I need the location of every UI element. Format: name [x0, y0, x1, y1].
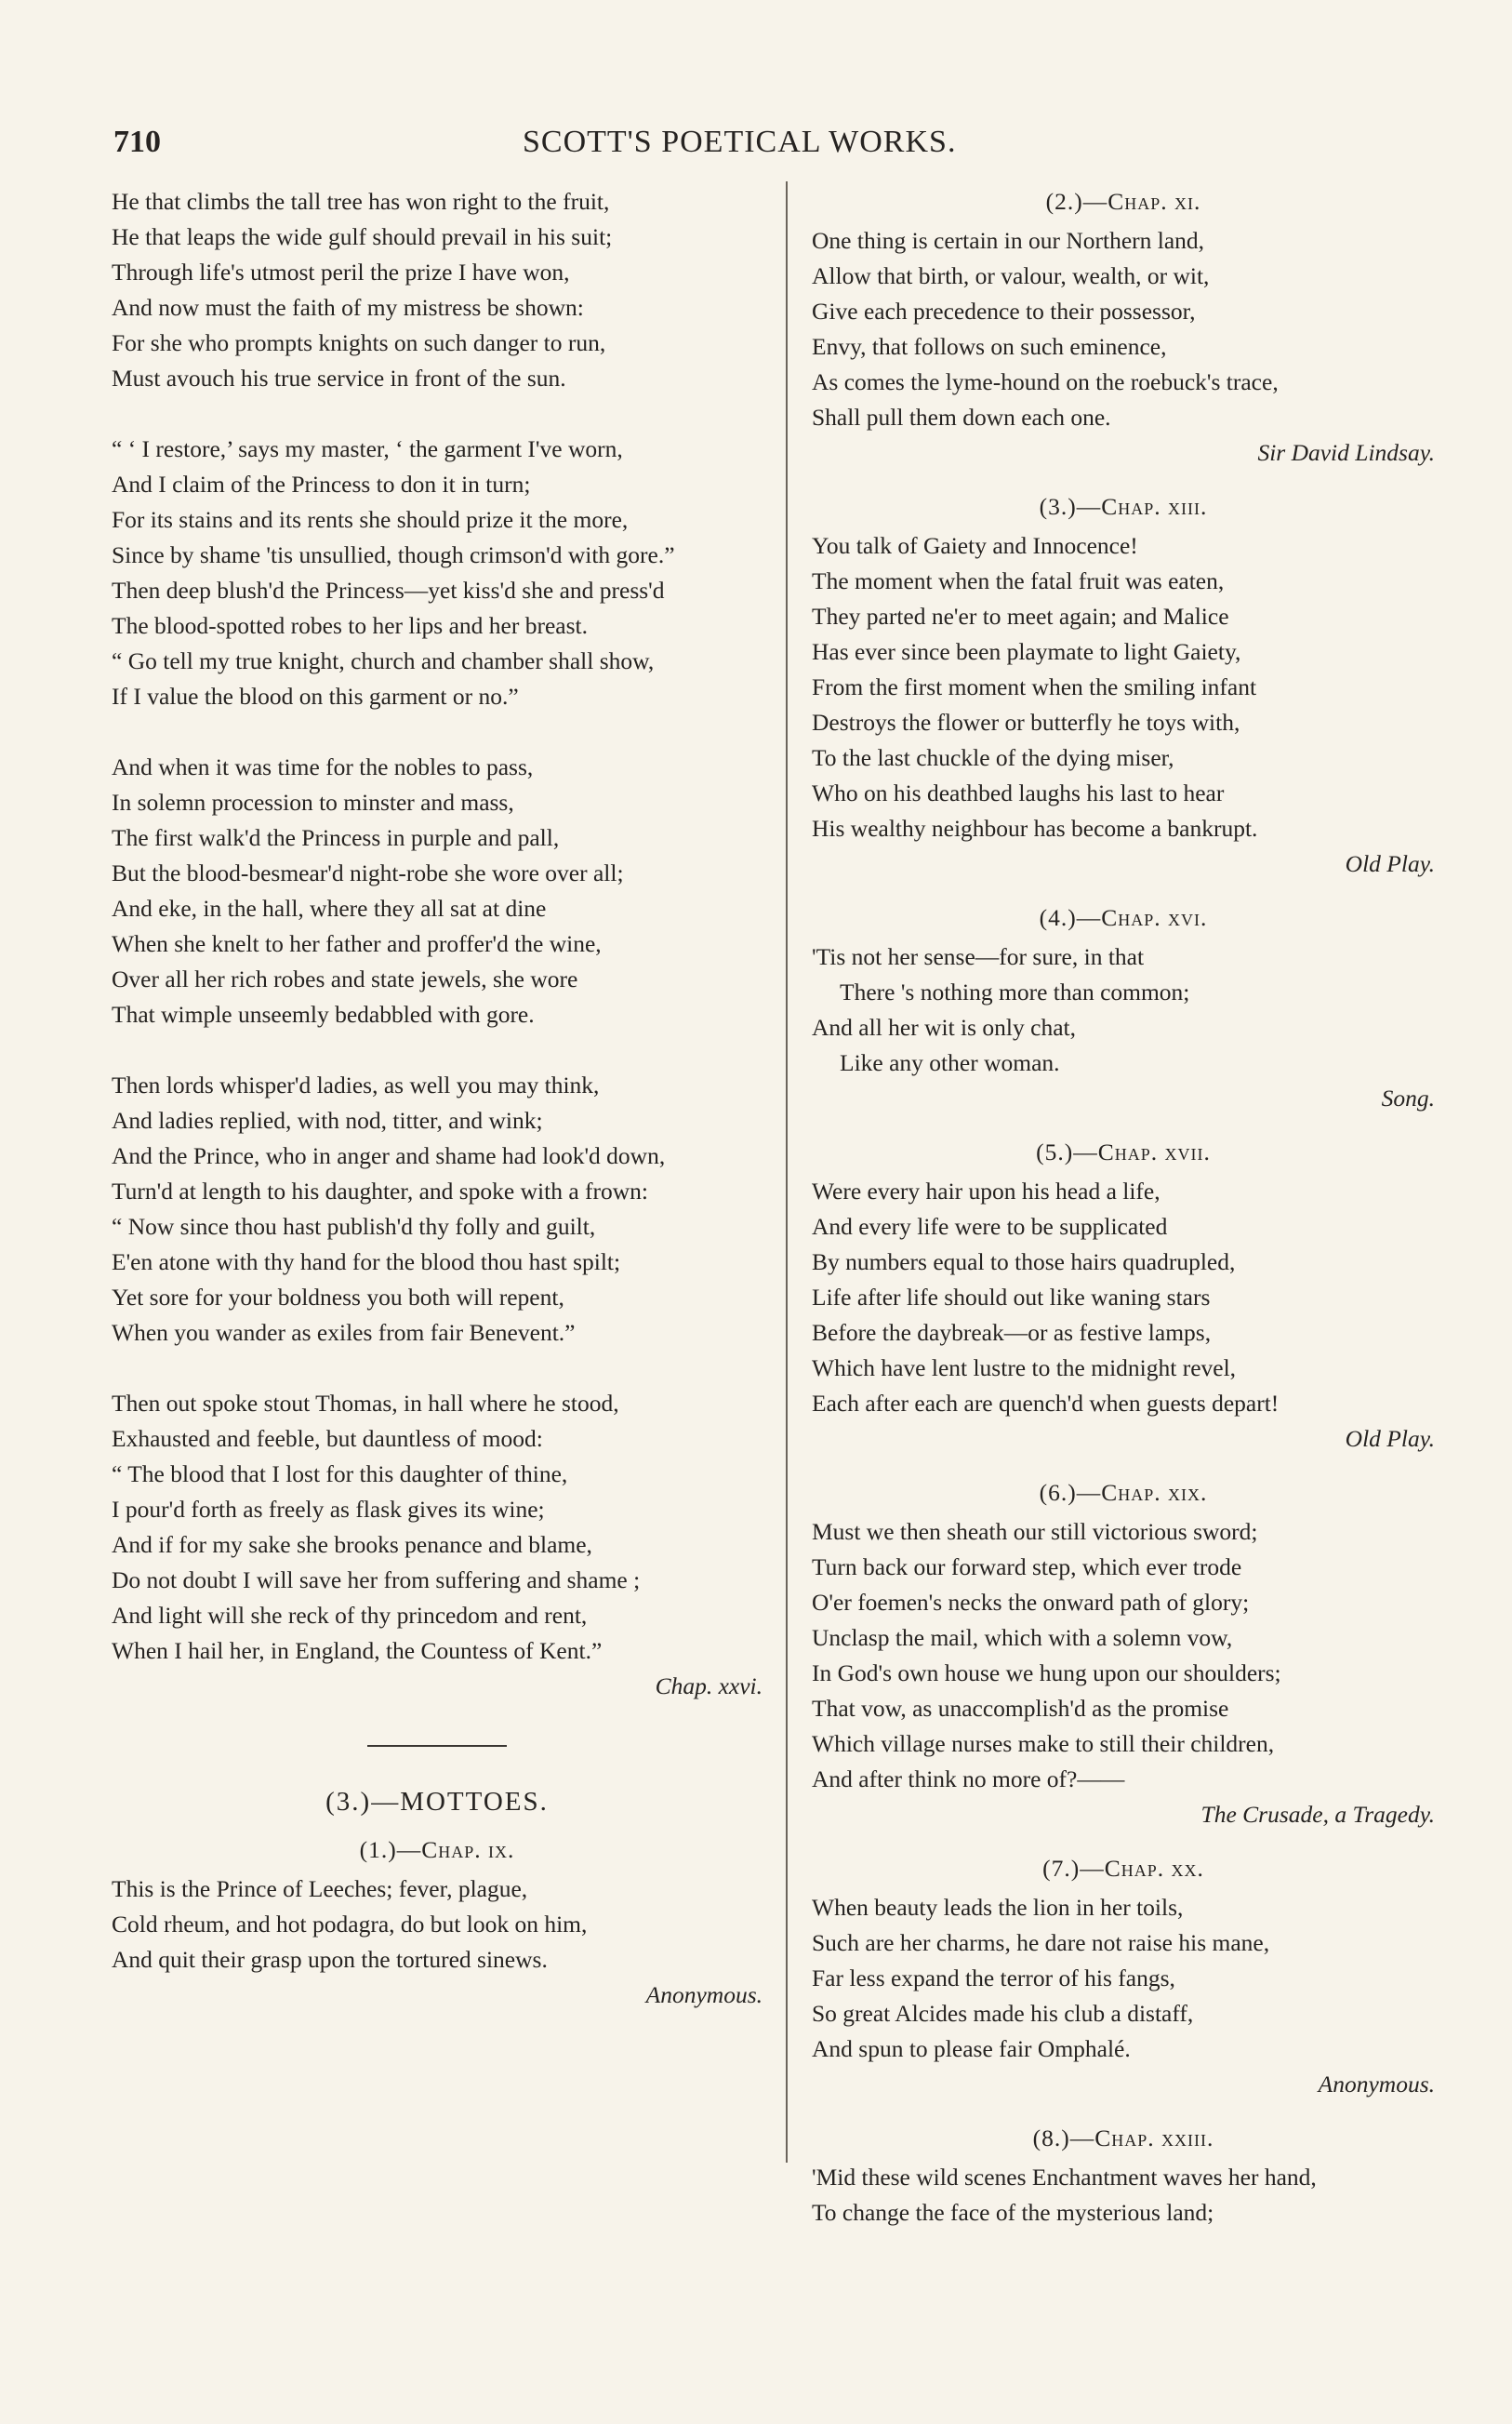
- stanza: [112, 184, 763, 396]
- verse-line: Which village nurses make to still their children,: [812, 1730, 1275, 1757]
- verse-line: And if for my sake she brooks penance and blame,: [112, 1531, 592, 1558]
- verse-line: Yet sore for your boldness you both will repent,: [112, 1284, 564, 1311]
- verse-line: Unclasp the mail, which with a solemn vow,: [812, 1624, 1233, 1651]
- verse-line: The moment when the fatal fruit was eaten,: [812, 567, 1225, 594]
- verse-line: For its stains and its rents she should prize it the more,: [112, 506, 629, 533]
- verse-line: Then lords whisper'd ladies, as well you may think,: [112, 1072, 600, 1099]
- motto-heading: (2.)—Chap. xi.: [1045, 188, 1201, 215]
- motto-heading: (1.)—Chap. ix.: [359, 1836, 515, 1863]
- verse-line: One thing is certain in our Northern land,: [812, 227, 1205, 254]
- verse-line: And when it was time for the nobles to pass,: [112, 753, 534, 780]
- verse-line: And all her wit is only chat,: [812, 1014, 1076, 1041]
- verse-line: Must we then sheath our still victorious sword;: [812, 1518, 1258, 1545]
- verse-line: And after think no more of?——: [812, 1765, 1125, 1792]
- verse-line: When she knelt to her father and proffer'd the wine,: [112, 930, 602, 957]
- verse-line: Do not doubt I will save her from suffering and shame ;: [112, 1566, 641, 1593]
- verse-line: As comes the lyme-hound on the roebuck's trace,: [812, 368, 1279, 395]
- verse-line: His wealthy neighbour has become a bankrupt.: [812, 815, 1258, 842]
- stanza: [112, 750, 763, 1032]
- verse-line: When you wander as exiles from fair Benevent.”: [112, 1319, 576, 1346]
- right-column: [812, 184, 1435, 2231]
- running-title: SCOTT'S POETICAL WORKS.: [523, 125, 957, 159]
- verse-line: Like any other woman.: [840, 1049, 1060, 1076]
- motto-heading: (5.)—Chap. xvii.: [1036, 1139, 1211, 1165]
- verse-line: And now must the faith of my mistress be shown:: [112, 294, 584, 321]
- verse-line: Which have lent lustre to the midnight revel,: [812, 1354, 1237, 1381]
- verse-line: Turn'd at length to his daughter, and spoke with a frown:: [112, 1178, 649, 1205]
- verse-line: Before the daybreak—or as festive lamps,: [812, 1319, 1212, 1346]
- verse-line: Far less expand the terror of his fangs,: [812, 1965, 1175, 1991]
- verse-line: “ The blood that I lost for this daughter of thine,: [112, 1460, 568, 1487]
- verse-line: The first walk'd the Princess in purple and pall,: [112, 824, 560, 851]
- verse-line: “ Go tell my true knight, church and chamber shall show,: [112, 647, 655, 674]
- verse-line: Through life's utmost peril the prize I have won,: [112, 259, 570, 286]
- verse-line: Life after life should out like waning stars: [812, 1284, 1211, 1311]
- page-number: 710: [113, 125, 161, 159]
- verse-line: Must avouch his true service in front of the sun.: [112, 365, 566, 392]
- verse-line: The blood-spotted robes to her lips and her breast.: [112, 612, 588, 639]
- verse-line: 'Tis not her sense—for sure, in that: [812, 943, 1145, 970]
- verse-line: Envy, that follows on such eminence,: [812, 333, 1167, 360]
- attribution: Anonymous.: [1318, 2071, 1435, 2098]
- verse-line: To the last chuckle of the dying miser,: [812, 744, 1174, 771]
- motto-heading: (6.)—Chap. xix.: [1039, 1479, 1208, 1506]
- verse-line: That vow, as unaccomplish'd as the promise: [812, 1695, 1229, 1722]
- verse-line: “ ‘ I restore,’ says my master, ‘ the garment I've worn,: [112, 435, 623, 462]
- attribution: Old Play.: [1345, 1425, 1435, 1452]
- verse-line: Over all her rich robes and state jewels, she wore: [112, 966, 578, 992]
- motto: [812, 1174, 1435, 1457]
- motto: [812, 1514, 1435, 1832]
- stanza: [112, 432, 763, 714]
- motto-heading: (7.)—Chap. xx.: [1042, 1855, 1204, 1882]
- verse-line: O'er foemen's necks the onward path of glory;: [812, 1589, 1250, 1616]
- verse-line: In God's own house we hung upon our shoulders;: [812, 1659, 1281, 1686]
- verse-line: That wimple unseemly bedabbled with gore.: [112, 1001, 535, 1028]
- verse-line: And eke, in the hall, where they all sat at dine: [112, 895, 547, 922]
- motto: [812, 1890, 1435, 2102]
- verse-line: And quit their grasp upon the tortured sinews.: [112, 1946, 548, 1973]
- verse-line: Who on his deathbed laughs his last to hear: [812, 779, 1225, 806]
- verse-line: By numbers equal to those hairs quadrupled,: [812, 1248, 1236, 1275]
- attribution: Anonymous.: [645, 1981, 763, 2008]
- verse-line: Such are her charms, he dare not raise his mane,: [812, 1929, 1270, 1956]
- verse-line: Each after each are quench'd when guests depart!: [812, 1390, 1280, 1417]
- verse-line: To change the face of the mysterious land;: [812, 2199, 1214, 2226]
- verse-line: In solemn procession to minster and mass,: [112, 789, 514, 816]
- verse-line: Turn back our forward step, which ever trode: [812, 1553, 1242, 1580]
- verse-line: From the first moment when the smiling infant: [812, 673, 1257, 700]
- verse-line: For she who prompts knights on such danger to run,: [112, 329, 606, 356]
- verse-line: You talk of Gaiety and Innocence!: [812, 532, 1138, 559]
- verse-line: Since by shame 'tis unsullied, though crimson'd with gore.”: [112, 541, 675, 568]
- attribution: The Crusade, a Tragedy.: [1200, 1801, 1435, 1828]
- verse-line: If I value the blood on this garment or no.”: [112, 683, 519, 710]
- attribution: Sir David Lindsay.: [1257, 439, 1435, 466]
- page-header: [113, 125, 1034, 171]
- attribution: Old Play.: [1345, 850, 1435, 877]
- column-divider: [786, 181, 788, 2163]
- stanza: [112, 1068, 763, 1351]
- verse-line: Exhausted and feeble, but dauntless of mood:: [112, 1425, 543, 1452]
- verse-line: 'Mid these wild scenes Enchantment waves her hand,: [812, 2164, 1317, 2191]
- motto: [812, 223, 1435, 471]
- motto: [812, 939, 1435, 1116]
- verse-line: Allow that birth, or valour, wealth, or wit,: [812, 262, 1210, 289]
- attribution: Song.: [1381, 1085, 1435, 1112]
- verse-line: There 's nothing more than common;: [840, 979, 1190, 1006]
- motto-heading: (8.)—Chap. xxiii.: [1032, 2124, 1214, 2151]
- verse-line: Then deep blush'd the Princess—yet kiss'd she and press'd: [112, 577, 665, 604]
- verse-line: They parted ne'er to meet again; and Malice: [812, 603, 1229, 630]
- motto: [812, 2160, 1435, 2231]
- verse-line: This is the Prince of Leeches; fever, plague,: [112, 1875, 528, 1902]
- section-title: (3.)—MOTTOES.: [325, 1787, 549, 1817]
- verse-line: And spun to please fair Omphalé.: [812, 2035, 1131, 2062]
- attribution: Chap. xxvi.: [655, 1672, 763, 1699]
- motto-heading: (3.)—Chap. xiii.: [1039, 493, 1208, 520]
- verse-line: He that climbs the tall tree has won right to the fruit,: [112, 188, 610, 215]
- verse-line: And I claim of the Princess to don it in turn;: [112, 471, 531, 498]
- verse-line: Cold rheum, and hot podagra, do but look on him,: [112, 1911, 588, 1938]
- left-column: [112, 184, 763, 2013]
- verse-line: Has ever since been playmate to light Gaiety,: [812, 638, 1241, 665]
- verse-line: He that leaps the wide gulf should prevail in his suit;: [112, 223, 613, 250]
- motto: [112, 1871, 763, 2013]
- verse-line: But the blood-besmear'd night-robe she wore over all;: [112, 859, 624, 886]
- verse-line: Were every hair upon his head a life,: [812, 1178, 1161, 1205]
- motto-heading: (4.)—Chap. xvi.: [1039, 904, 1208, 931]
- verse-line: When beauty leads the lion in her toils,: [812, 1894, 1184, 1921]
- verse-line: And light will she reck of thy princedom and rent,: [112, 1602, 588, 1629]
- verse-line: And the Prince, who in anger and shame had look'd down,: [112, 1142, 666, 1169]
- verse-line: So great Alcides made his club a distaff,: [812, 2000, 1194, 2027]
- section-divider: [367, 1745, 507, 1747]
- verse-line: And every life were to be supplicated: [812, 1213, 1168, 1240]
- verse-line: Then out spoke stout Thomas, in hall where he stood,: [112, 1390, 619, 1417]
- verse-line: “ Now since thou hast publish'd thy folly and guilt,: [112, 1213, 596, 1240]
- verse-line: I pour'd forth as freely as flask gives its wine;: [112, 1496, 545, 1523]
- verse-line: Destroys the flower or butterfly he toys with,: [812, 709, 1240, 736]
- verse-line: And ladies replied, with nod, titter, and wink;: [112, 1107, 543, 1134]
- verse-line: When I hail her, in England, the Countess of Kent.”: [112, 1637, 603, 1664]
- verse-line: Give each precedence to their possessor,: [812, 298, 1196, 325]
- verse-line: Shall pull them down each one.: [812, 404, 1111, 431]
- verse-line: E'en atone with thy hand for the blood thou hast spilt;: [112, 1248, 621, 1275]
- stanza: [112, 1386, 763, 1704]
- motto: [812, 528, 1435, 882]
